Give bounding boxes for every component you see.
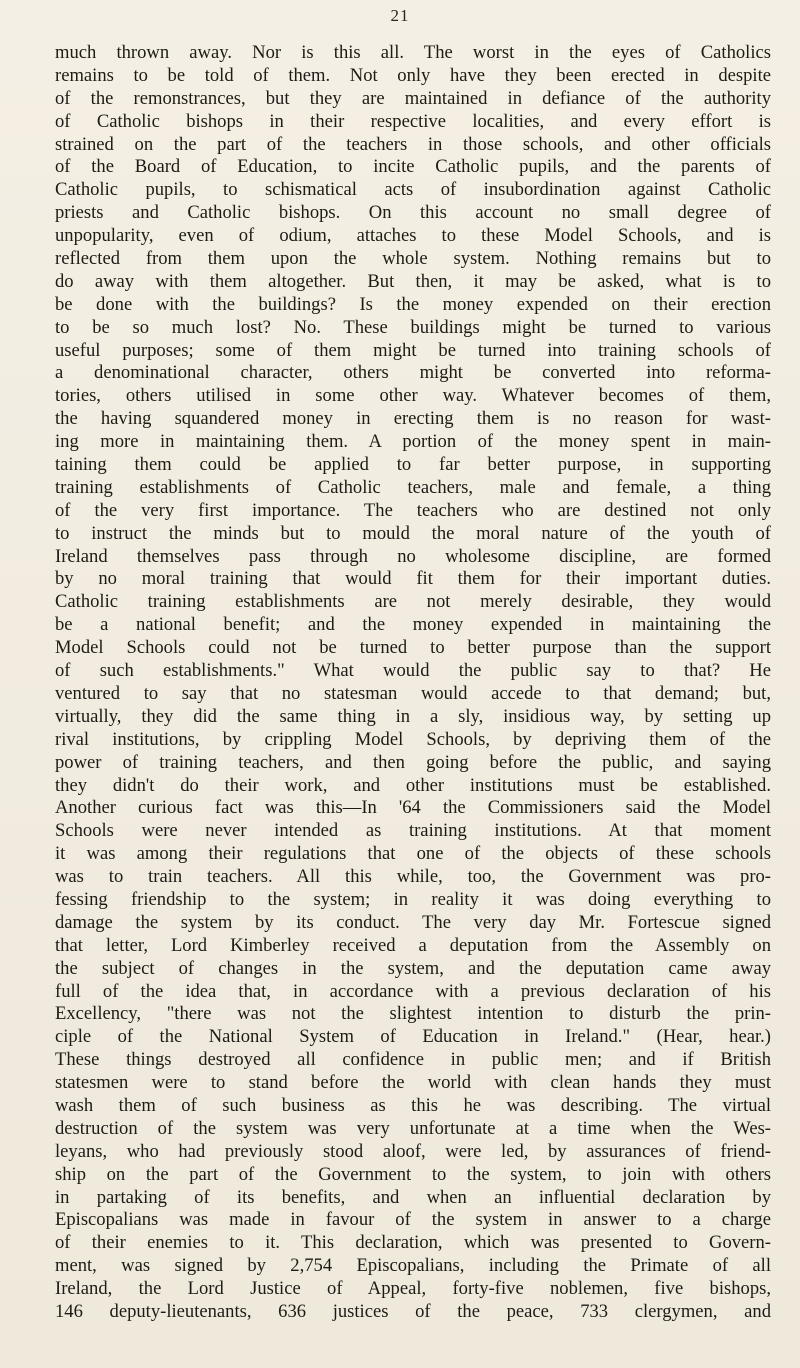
- text-line: be a national benefit; and the money expended in maintaining the: [55, 614, 771, 636]
- text-line: a denominational character, others might be converted into reforma-: [55, 362, 771, 384]
- text-line: Model Schools could not be turned to better purpose than the support: [55, 637, 771, 659]
- text-line: the subject of changes in the system, and the deputation came away: [55, 957, 771, 979]
- text-line: Episcopalians was made in favour of the system in answer to a charge: [55, 1209, 771, 1231]
- text-line: ment, was signed by 2,754 Episcopalians, including the Primate of all: [55, 1255, 771, 1277]
- text-line: in partaking of its benefits, and when an influential declaration by: [55, 1186, 771, 1208]
- text-line: Ireland themselves pass through no wholesome discipline, are formed: [55, 545, 771, 567]
- text-line: These things destroyed all confidence in public men; and if British: [55, 1049, 771, 1071]
- text-line: reflected from them upon the whole system. Nothing remains but to: [55, 248, 771, 270]
- text-line: the having squandered money in erecting them is no reason for wast-: [55, 408, 771, 430]
- text-line: be done with the buildings? Is the money expended on their erection: [55, 293, 771, 315]
- text-line: remains to be told of them. Not only have they been erected in despite: [55, 64, 771, 86]
- text-line: 146 deputy-lieutenants, 636 justices of the peace, 733 clergymen, and: [55, 1300, 771, 1322]
- text-line: destruction of the system was very unfortunate at a time when the Wes-: [55, 1117, 771, 1139]
- text-line: to instruct the minds but to mould the moral nature of the youth of: [55, 522, 771, 544]
- text-line: taining them could be applied to far better purpose, in supporting: [55, 454, 771, 476]
- text-line: power of training teachers, and then going before the public, and saying: [55, 751, 771, 773]
- text-line: do away with them altogether. But then, it may be asked, what is to: [55, 270, 771, 292]
- text-line: Catholic pupils, to schismatical acts of insubordination against Catholic: [55, 179, 771, 201]
- text-line: Ireland, the Lord Justice of Appeal, forty-five noblemen, five bishops,: [55, 1278, 771, 1300]
- text-line: unpopularity, even of odium, attaches to these Model Schools, and is: [55, 225, 771, 247]
- page-number: 21: [390, 6, 410, 25]
- text-line: fessing friendship to the system; in reality it was doing everything to: [55, 888, 771, 910]
- text-line: to be so much lost? No. These buildings might be turned to various: [55, 316, 771, 338]
- text-line: tories, others utilised in some other way. Whatever becomes of them,: [55, 385, 771, 407]
- text-line: by no moral training that would fit them for their important duties.: [55, 568, 771, 590]
- text-line: statesmen were to stand before the world with clean hands they must: [55, 1072, 771, 1094]
- text-line: priests and Catholic bishops. On this account no small degree of: [55, 202, 771, 224]
- text-line: much thrown away. Nor is this all. The worst in the eyes of Catholics: [55, 42, 771, 63]
- text-line: of Catholic bishops in their respective localities, and every effort is: [55, 110, 771, 132]
- text-line: training establishments of Catholic teachers, male and female, a thing: [55, 476, 771, 498]
- text-line: Catholic training establishments are not merely desirable, they would: [55, 591, 771, 613]
- text-line: ventured to say that no statesman would accede to that demand; but,: [55, 682, 771, 704]
- text-line: Another curious fact was this—In '64 the Commissioners said the Model: [55, 797, 771, 819]
- text-line: of the remonstrances, but they are maintained in defiance of the authority: [55, 87, 771, 109]
- text-line: virtually, they did the same thing in a sly, insidious way, by setting up: [55, 705, 771, 727]
- text-line: of the Board of Education, to incite Catholic pupils, and the parents of: [55, 156, 771, 178]
- body-text: [55, 42, 771, 1324]
- text-line: damage the system by its conduct. The very day Mr. Fortescue signed: [55, 911, 771, 933]
- text-line: of such establishments." What would the public say to that? He: [55, 660, 771, 682]
- text-line: wash them of such business as this he was describing. The virtual: [55, 1094, 771, 1116]
- text-line: ship on the part of the Government to the system, to join with others: [55, 1163, 771, 1185]
- text-line: was to train teachers. All this while, too, the Government was pro-: [55, 866, 771, 888]
- text-line: they didn't do their work, and other institutions must be established.: [55, 774, 771, 796]
- text-line: rival institutions, by crippling Model Schools, by depriving them of the: [55, 728, 771, 750]
- text-line: ciple of the National System of Education in Ireland." (Hear, hear.): [55, 1026, 771, 1048]
- text-line: full of the idea that, in accordance with a previous declaration of his: [55, 980, 771, 1002]
- text-line: leyans, who had previously stood aloof, were led, by assurances of friend-: [55, 1140, 771, 1162]
- text-line: of the very first importance. The teachers who are destined not only: [55, 499, 771, 521]
- text-line: it was among their regulations that one of the objects of these schools: [55, 843, 771, 865]
- text-line: of their enemies to it. This declaration, which was presented to Govern-: [55, 1232, 771, 1254]
- text-line: Excellency, "there was not the slightest intention to disturb the prin-: [55, 1003, 771, 1025]
- text-line: strained on the part of the teachers in those schools, and other officials: [55, 133, 771, 155]
- text-line: that letter, Lord Kimberley received a deputation from the Assembly on: [55, 934, 771, 956]
- text-line: Schools were never intended as training institutions. At that moment: [55, 820, 771, 842]
- text-line: useful purposes; some of them might be turned into training schools of: [55, 339, 771, 361]
- text-line: ing more in maintaining them. A portion of the money spent in main-: [55, 431, 771, 453]
